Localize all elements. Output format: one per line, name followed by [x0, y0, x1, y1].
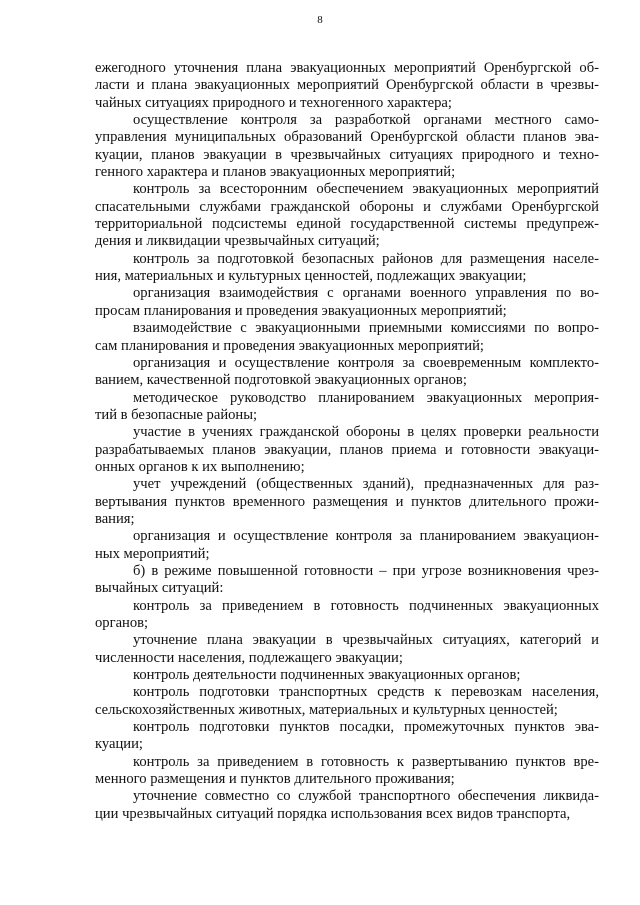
text-line: вычайных ситуаций: — [95, 580, 224, 597]
paragraph — [95, 684, 599, 719]
text-line: ния, материальных и культурных ценностей, подлежащих эвакуации; — [95, 268, 527, 285]
text-line: контроль деятельности подчиненных эвакуационных органов; — [133, 667, 521, 684]
text-line: генного характера и планов эвакуационных мероприятий; — [95, 164, 456, 181]
text-line: куации, планов эвакуации в чрезвычайных ситуациях природного и техно- — [95, 146, 599, 163]
text-line: спасательными службами гражданской обороны и службами Оренбургской — [95, 198, 599, 215]
paragraph — [95, 632, 599, 667]
text-line: методическое руководство планированием эвакуационных мероприя- — [133, 389, 599, 406]
text-line: уточнение совместно со службой транспортного обеспечения ликвида- — [133, 788, 599, 805]
text-line: организация и осуществление контроля за планированием эвакуацион- — [133, 528, 599, 545]
text-line: вания; — [95, 510, 135, 527]
text-line: просам планирования и проведения эвакуационных мероприятий; — [95, 302, 507, 319]
text-line: органов; — [95, 615, 149, 631]
text-line: менного размещения и пунктов длительного проживания; — [95, 771, 455, 788]
paragraph — [95, 320, 599, 355]
paragraph — [95, 355, 599, 390]
text-line: сам планирования и проведения эвакуационных мероприятий; — [95, 337, 484, 354]
text-line: ции чрезвычайных ситуаций порядка использования всех видов транспорта, — [95, 805, 571, 822]
paragraph — [95, 598, 599, 633]
text-line: онных органов к их выполнению; — [95, 458, 305, 475]
text-line: взаимодействие с эвакуационными приемными комиссиями по вопро- — [133, 320, 599, 337]
page-number: 8 — [317, 14, 323, 26]
text-line: контроль за приведением в готовность к развертыванию пунктов вре- — [133, 753, 599, 770]
paragraph — [95, 60, 599, 112]
text-line: уточнение плана эвакуации в чрезвычайных ситуациях, категорий и — [133, 632, 599, 649]
paragraph — [95, 719, 599, 754]
text-line: контроль подготовки пунктов посадки, промежуточных пунктов эва- — [133, 719, 599, 736]
text-line: участие в учениях гражданской обороны в целях проверки реальности — [133, 424, 599, 441]
text-line: учет учреждений (общественных зданий), предназначенных для раз- — [133, 476, 599, 493]
paragraph — [95, 476, 599, 528]
paragraph — [95, 754, 599, 789]
paragraph — [95, 563, 599, 598]
text-line: ванием, качественной подготовкой эвакуационных органов; — [95, 372, 467, 389]
text-line: б) в режиме повышенной готовности – при угрозе возникновения чрез- — [133, 562, 599, 579]
text-line: ласти и плана эвакуационных мероприятий Оренбургской области в чрезвы- — [95, 77, 599, 94]
text-line: территориальной подсистемы единой государственной системы предупреж- — [95, 216, 599, 233]
text-line: ных мероприятий; — [95, 545, 210, 562]
text-line: куации; — [95, 736, 143, 753]
text-line: сельскохозяйственных животных, материальных и культурных ценностей; — [95, 701, 558, 718]
text-line: контроль за приведением в готовность подчиненных эвакуационных — [133, 597, 599, 614]
text-line: тий в безопасные районы; — [95, 406, 258, 423]
document-body — [95, 60, 599, 823]
paragraph — [95, 424, 599, 476]
text-line: организация и осуществление контроля за своевременным комплекто- — [133, 354, 599, 371]
paragraph — [95, 181, 599, 250]
text-line: контроль подготовки транспортных средств к перевозкам населения, — [133, 684, 599, 701]
text-line: организация взаимодействия с органами военного управления по во- — [133, 285, 599, 302]
paragraph — [95, 390, 599, 425]
text-line: осуществление контроля за разработкой органами местного само- — [133, 112, 599, 129]
text-line: вертывания пунктов временного размещения и пунктов длительного прожи- — [95, 493, 599, 510]
text-line: чайных ситуациях природного и техногенного характера; — [95, 94, 452, 111]
paragraph — [95, 285, 599, 320]
paragraph — [95, 112, 599, 181]
text-line: управления муниципальных образований Оренбургской области планов эва- — [95, 129, 599, 146]
paragraph — [95, 528, 599, 563]
text-line: контроль за подготовкой безопасных районов для размещения населе- — [133, 250, 599, 267]
text-line: численности населения, подлежащего эвакуации; — [95, 649, 403, 666]
text-line: ежегодного уточнения плана эвакуационных мероприятий Оренбургской об- — [95, 60, 599, 76]
text-line: контроль за всесторонним обеспечением эвакуационных мероприятий — [133, 181, 599, 198]
text-line: дения и ликвидации чрезвычайных ситуаций; — [95, 233, 380, 250]
paragraph — [95, 788, 599, 823]
text-line: разрабатываемых планов эвакуации, планов приема и готовности эвакуаци- — [95, 441, 599, 458]
paragraph — [95, 251, 599, 286]
paragraph — [95, 667, 599, 684]
